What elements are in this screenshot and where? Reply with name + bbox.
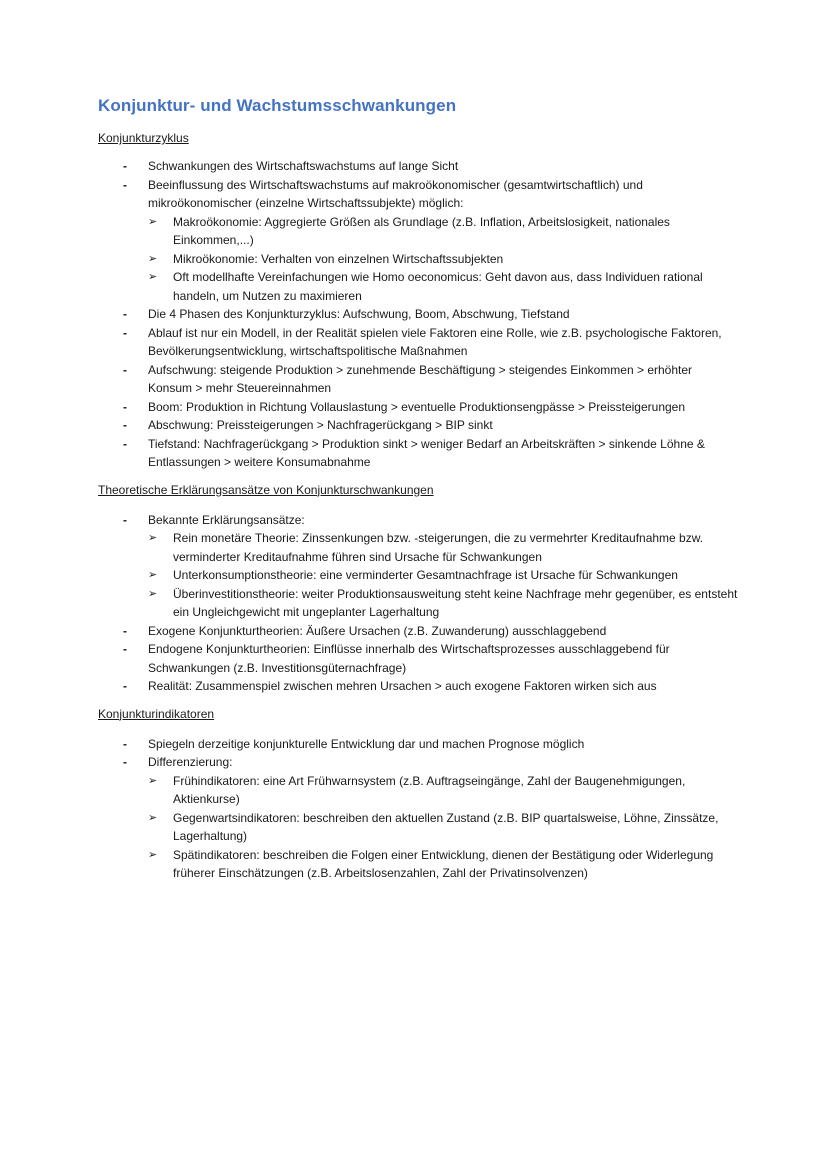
arrow-bullet-icon: ➢ <box>148 252 158 265</box>
sub-bullet-list <box>148 529 738 622</box>
dash-bullet-icon: - <box>123 325 127 340</box>
list-item: - Ablauf ist nur ein Modell, in der Realität spielen viele Faktoren eine Rolle, wie z.B. psychologische Faktoren, Bevölkerungsentwicklung, wirtschaftspolitische Maßnahmen <box>123 325 722 358</box>
sub-bullet-list <box>148 772 738 883</box>
list-item: - Realität: Zusammenspiel zwischen mehren Ursachen > auch exogene Faktoren wirken sich aus <box>148 677 738 696</box>
list-item: - Boom: Produktion in Richtung Vollauslastung > eventuelle Produktionsengpässe > Preissteigerungen <box>148 398 738 417</box>
dash-bullet-icon: - <box>123 177 127 192</box>
arrow-bullet-icon: ➢ <box>148 271 158 283</box>
dash-bullet-icon: - <box>123 399 127 414</box>
sub-list-item: ➢ Unterkonsumptionstheorie: eine verminderter Gesamtnachfrage ist Ursache für Schwankungen <box>173 566 738 585</box>
sub-list-item: ➢ Oft modellhafte Vereinfachungen wie Homo oeconomicus: Geht davon aus, dass Individuen rational handeln, um Nutzen zu maximieren <box>148 270 703 303</box>
arrow-bullet-icon: ➢ <box>148 569 158 581</box>
dash-bullet-icon: - <box>123 436 127 451</box>
sub-list-item: ➢ Überinvestitionstheorie: weiter Produktionsausweitung steht keine Nachfrage mehr gegenüber, es entsteht ein Ungleichgewicht mit ungeplanter Lagerhaltung <box>148 586 738 619</box>
list-item: - Schwankungen des Wirtschaftswachstums auf lange Sicht <box>148 157 738 176</box>
dash-bullet-icon: - <box>123 736 127 751</box>
arrow-bullet-icon: ➢ <box>148 811 158 824</box>
section-heading: Konjunkturzyklus <box>98 131 189 145</box>
sub-list-item: ➢ Spätindikatoren: beschreiben die Folgen einer Entwicklung, dienen der Bestätigung oder Widerlegung früherer Einschätzungen (z.B. Arbeitslosenzahlen, Zahl der Privatinsolvenzen) <box>148 847 714 880</box>
bullet-list <box>98 735 738 883</box>
arrow-bullet-icon: ➢ <box>148 848 158 861</box>
list-item: - Bekannte Erklärungsansätze: ➢ Rein monetäre Theorie: Zinssenkungen bzw. -steigerungen, die zu vermehrter Kreditaufnahme bzw. verminderter Kreditaufnahme führen sind Ursache für Schwankungen ➢ Unterkonsumptionstheorie: eine verminderter Gesamtnachfrage ist Ursache für Schwankungen ➢ Überinvestitionstheorie: weiter Produktionsausweitung steht keine Nachfrage mehr gegenüber, es entsteht ein Ungleichgewicht mit ungeplanter Lagerhaltung <box>148 511 738 622</box>
bullet-list <box>98 511 738 696</box>
list-item: - Aufschwung: steigende Produktion > zunehmende Beschäftigung > steigendes Einkommen > erhöhter Konsum > mehr Steuereinnahmen <box>123 362 693 395</box>
list-item: - Die 4 Phasen des Konjunkturzyklus: Aufschwung, Boom, Abschwung, Tiefstand <box>148 305 738 324</box>
list-item: - Beeinflussung des Wirtschaftswachstums auf makroökonomischer (gesamtwirtschaftlich) und mikroökonomischer (einzelne Wirtschaftssubjekte) möglich: ➢ Makroökonomie: Aggregierte Größen als Grundlage (z.B. Inflation, Arbeitslosigkeit, nationales Einkommen,...) ➢ Mikroökonomie: Verhalten von einzelnen Wirtschaftssubjekten ➢ Oft modellhafte Vereinfachungen wie Homo oeconomicus: Geht davon aus, dass Individuen rational handeln, um Nutzen zu maximieren <box>148 176 738 306</box>
dash-bullet-icon: - <box>123 362 127 377</box>
list-item: - Exogene Konjunkturtheorien: Äußere Ursachen (z.B. Zuwanderung) ausschlaggebend <box>148 622 738 641</box>
section-indikatoren <box>98 706 738 883</box>
list-item: - Endogene Konjunkturtheorien: Einflüsse innerhalb des Wirtschaftsprozesses ausschlaggebend für Schwankungen (z.B. Investitionsgüternachfrage) <box>123 642 670 675</box>
arrow-bullet-icon: ➢ <box>148 532 158 544</box>
sub-list-item: ➢ Mikroökonomie: Verhalten von einzelnen Wirtschaftssubjekten <box>173 250 738 269</box>
dash-bullet-icon: - <box>123 307 127 321</box>
dash-bullet-icon: - <box>123 418 127 432</box>
list-item: - Spiegeln derzeitige konjunkturelle Entwicklung dar und machen Prognose möglich <box>148 735 738 754</box>
dash-bullet-icon: - <box>123 159 127 173</box>
arrow-bullet-icon: ➢ <box>148 774 158 787</box>
list-item: - Abschwung: Preissteigerungen > Nachfragerückgang > BIP sinkt <box>148 416 738 435</box>
dash-bullet-icon: - <box>123 679 127 693</box>
section-heading: Konjunkturindikatoren <box>98 706 215 721</box>
dash-bullet-icon: - <box>123 642 127 656</box>
dash-bullet-icon: - <box>123 623 127 638</box>
arrow-bullet-icon: ➢ <box>148 587 158 600</box>
sub-list-item: ➢ Gegenwartsindikatoren: beschreiben den aktuellen Zustand (z.B. BIP quartalsweise, Löhne, Zinssätze, Lagerhaltung) <box>148 810 719 843</box>
list-item: - Tiefstand: Nachfragerückgang > Produktion sinkt > weniger Bedarf an Arbeitskräften > sinkende Löhne & Entlassungen > weitere Konsumabnahme <box>123 436 705 469</box>
sub-list-item: ➢ Frühindikatoren: eine Art Frühwarnsystem (z.B. Auftragseingänge, Zahl der Baugenehmigungen, Aktienkurse) <box>148 773 686 806</box>
sub-list-item: ➢ Rein monetäre Theorie: Zinssenkungen bzw. -steigerungen, die zu vermehrter Kreditaufnahme bzw. verminderter Kreditaufnahme führen sind Ursache für Schwankungen <box>148 531 704 564</box>
section-konjunkturzyklus <box>98 130 738 472</box>
dash-bullet-icon: - <box>123 755 127 769</box>
section-heading: Theoretische Erklärungsansätze von Konjunkturschwankungen <box>98 482 434 497</box>
list-item: - Differenzierung: ➢ Frühindikatoren: eine Art Frühwarnsystem (z.B. Auftragseingänge, Zahl der Baugenehmigungen, Aktienkurse) ➢ Gegenwartsindikatoren: beschreiben den aktuellen Zustand (z.B. BIP quartalsweise, Löhne, Zinssätze, Lagerhaltung) ➢ Spätindikatoren: beschreiben die Folgen einer Entwicklung, dienen der Bestätigung oder Widerlegung früherer Einschätzungen (z.B. Arbeitslosenzahlen, Zahl der Privatinsolvenzen) <box>148 753 738 883</box>
dash-bullet-icon: - <box>123 512 127 527</box>
bullet-list <box>98 157 738 472</box>
arrow-bullet-icon: ➢ <box>148 215 158 228</box>
sub-list-item: ➢ Makroökonomie: Aggregierte Größen als Grundlage (z.B. Inflation, Arbeitslosigkeit, nationales Einkommen,...) <box>148 214 670 247</box>
page-title: Konjunktur- und Wachstumsschwankungen <box>98 96 457 115</box>
sub-bullet-list <box>148 213 738 306</box>
section-theorien <box>98 482 738 696</box>
